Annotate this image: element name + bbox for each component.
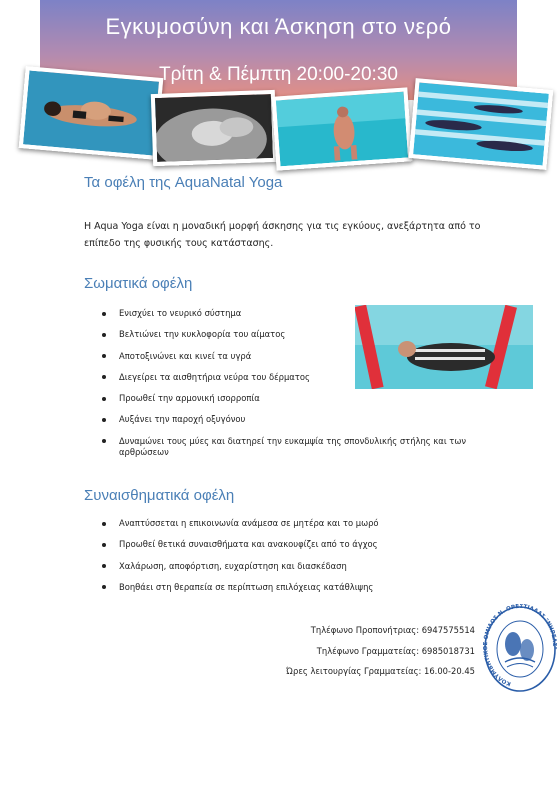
- list-item: Αυξάνει την παροχή οξυγόνου: [84, 414, 474, 435]
- list-item: Βοηθάει στη θεραπεία σε περίπτωση επιλόχειας κατάθλιψης: [84, 582, 379, 603]
- page-title: Εγκυμοσύνη και Άσκηση στο νερό: [105, 14, 452, 39]
- emotional-benefits-list: [84, 518, 379, 603]
- secretary-hours: Ώρες λειτουργίας Γραμματείας: 16.00-20.45: [286, 666, 475, 676]
- schedule-subtitle: Τρίτη & Πέμπτη 20:00-20:30: [159, 64, 398, 85]
- coach-phone: Τηλέφωνο Προπονήτριας: 6947575514: [310, 625, 475, 635]
- intro-paragraph: Η Aqua Yoga είναι η μοναδική μορφή άσκησης για τις εγκύους, ανεξάρτητα από το επίπεδο της φυσικής τους κατάστασης.: [84, 221, 481, 249]
- photo-hands-on-belly: [151, 90, 277, 166]
- section-title-physical: Σωματικά οφέλη: [84, 275, 193, 292]
- list-item: Προωθεί θετικά συναισθήματα και ανακουφίζει από το άγχος: [84, 539, 379, 560]
- section-title-emotional: Συναισθηματικά οφέλη: [84, 487, 235, 504]
- svg-text:ΚΟΛΥΜΒΗΤΙΚΟΣ ΟΜΙΛΟΣ Ν. ΟΡΕΣΤΙΑ: ΚΟΛΥΜΒΗΤΙΚΟΣ ΟΜΙΛΟΣ Ν. ΟΡΕΣΤΙΑΔΑΣ "ΝΗΡΕΑΣ": [483, 604, 557, 687]
- photo-floating-pregnant-woman: [19, 66, 164, 160]
- section-title-aquanatal: Τα οφέλη της AquaNatal Yoga: [84, 174, 283, 191]
- list-item: Προωθεί την αρμονική ισορροπία: [84, 393, 474, 414]
- photo-pregnant-woman-pool-noodles: [355, 305, 533, 389]
- secretary-phone: Τηλέφωνο Γραμματείας: 6985018731: [316, 646, 475, 656]
- club-seal-logo: [483, 604, 557, 694]
- photo-underwater-swimmer: [272, 87, 413, 170]
- list-item: Ενισχύει το νευρικό σύστημα: [84, 308, 474, 329]
- list-item: Αποτοξινώνει και κινεί τα υγρά: [84, 351, 474, 372]
- photo-group-pool-class: [409, 78, 553, 170]
- list-item: Αναπτύσσεται η επικοινωνία ανάμεσα σε μητέρα και το μωρό: [84, 518, 379, 539]
- list-item: Βελτιώνει την κυκλοφορία του αίματος: [84, 329, 474, 350]
- list-item: Δυναμώνει τους μύες και διατηρεί την ευκαμψία της σπονδυλικής στήλης και των αρθρώσεων: [84, 436, 474, 470]
- list-item: Χαλάρωση, αποφόρτιση, ευχαρίστηση και διασκέδαση: [84, 561, 379, 582]
- list-item: Διεγείρει τα αισθητήρια νεύρα του δέρματος: [84, 372, 474, 393]
